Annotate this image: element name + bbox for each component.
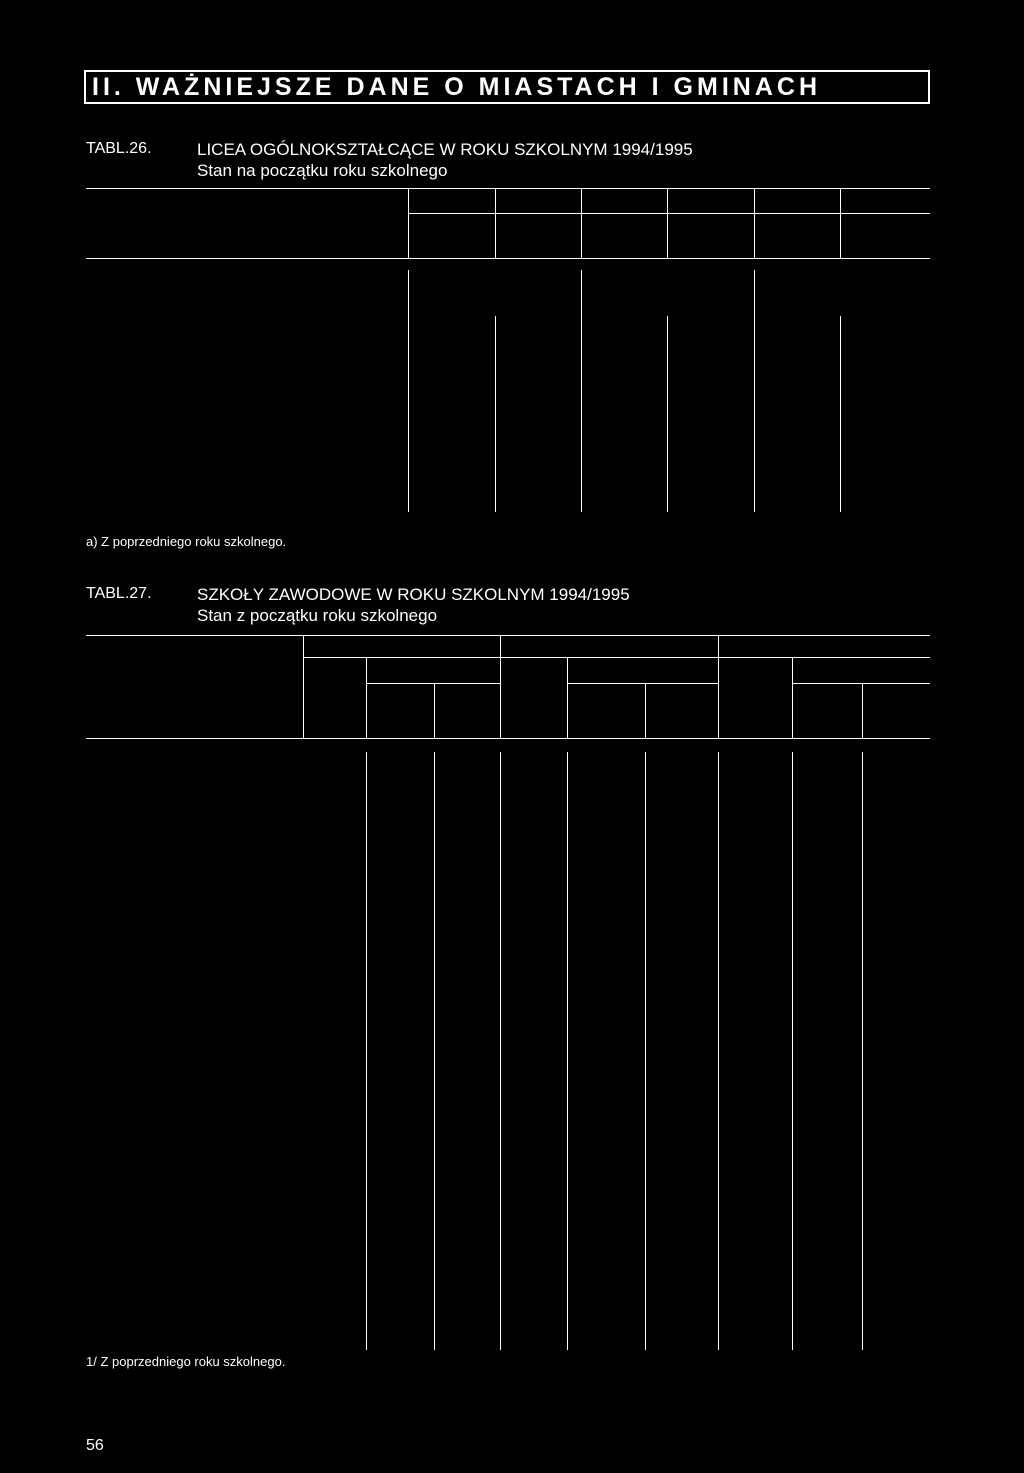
table-27-group-rule (303, 657, 930, 658)
table-27-title: SZKOŁY ZAWODOWE W ROKU SZKOLNYM 1994/1995 Stan z początku roku szkolnego (197, 585, 630, 625)
table-26-label: TABL.26. (86, 140, 152, 157)
column-rule (366, 752, 367, 1350)
table-27-footnote: 1/ Z poprzedniego roku szkolnego. (86, 1354, 286, 1369)
column-rule (754, 188, 755, 258)
table-27-label: TABL.27. (86, 585, 152, 602)
table-27-top-rule (86, 635, 930, 636)
column-rule (408, 270, 409, 512)
column-rule (718, 752, 719, 1350)
column-rule (840, 316, 841, 512)
table-26-group-rule (408, 213, 930, 214)
column-rule (581, 188, 582, 258)
table-27-header-rule (86, 738, 930, 739)
column-rule (495, 316, 496, 512)
column-rule (567, 657, 568, 738)
column-rule (500, 635, 501, 738)
table-27-sub-rule (567, 683, 718, 684)
table-27-sub-rule (792, 683, 930, 684)
column-rule (408, 188, 409, 258)
column-rule (581, 270, 582, 512)
table-26-top-rule (86, 188, 930, 189)
column-rule (792, 657, 793, 738)
column-rule (792, 752, 793, 1350)
section-banner: II. WAŻNIEJSZE DANE O MIASTACH I GMINACH (84, 70, 930, 104)
column-rule (862, 752, 863, 1350)
column-rule (667, 188, 668, 258)
table-26-footnote: a) Z poprzedniego roku szkolnego. (86, 534, 287, 549)
column-rule (754, 270, 755, 512)
table-26-header-rule (86, 258, 930, 259)
column-rule (645, 752, 646, 1350)
column-rule (862, 683, 863, 738)
page-number: 56 (86, 1437, 104, 1454)
table-26-subtitle: Stan na początku roku szkolnego (197, 161, 448, 180)
column-rule (645, 683, 646, 738)
column-rule (303, 635, 304, 738)
table-26-title: LICEA OGÓLNOKSZTAŁCĄCE W ROKU SZKOLNYM 1994/1995 Stan na początku roku szkolnego (197, 140, 693, 180)
column-rule (667, 316, 668, 512)
column-rule (567, 752, 568, 1350)
column-rule (434, 752, 435, 1350)
column-rule (718, 635, 719, 738)
column-rule (840, 188, 841, 258)
column-rule (495, 188, 496, 258)
table-27-subtitle: Stan z początku roku szkolnego (197, 606, 438, 625)
table-27-sub-rule (366, 683, 500, 684)
column-rule (500, 752, 501, 1350)
column-rule (434, 683, 435, 738)
column-rule (366, 657, 367, 738)
